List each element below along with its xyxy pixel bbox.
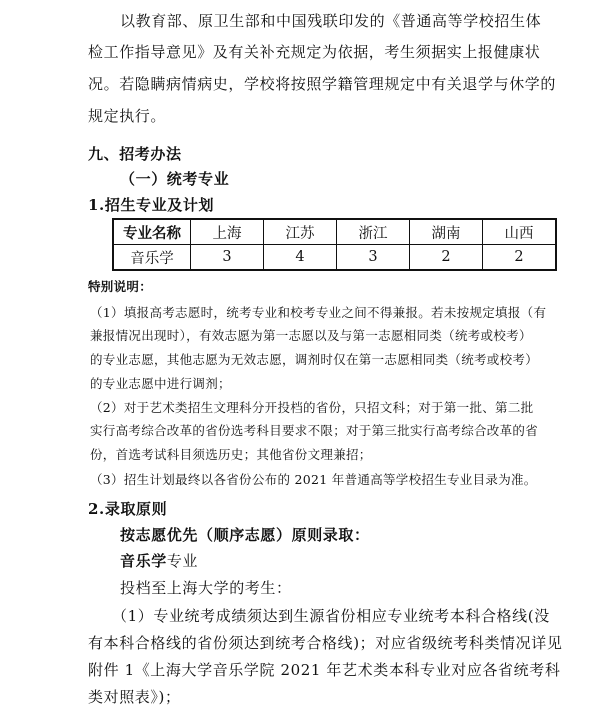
rule-line: （1）专业统考成绩须达到生源省份相应专业统考本科合格线(没 bbox=[112, 607, 550, 625]
subsection-one-title: （一）统考专业 bbox=[120, 170, 230, 188]
rule-line: 类对照表》)； bbox=[88, 688, 181, 706]
note-line: 的专业志愿，其他志愿为无效志愿，调剂时仅在第一志愿相同类（统考或校考） bbox=[90, 352, 539, 367]
intro-line-4: 规定执行。 bbox=[88, 107, 167, 125]
admission-principle: 按志愿优先（顺序志愿）原则录取： bbox=[120, 526, 370, 544]
table-header-cell: 上海 bbox=[191, 219, 264, 245]
note-line: 份，首选考试科目须选历史；其他省份文理兼招； bbox=[90, 447, 372, 462]
note-line: （3）招生计划最终以各省份公布的 2021 年普通高等学校招生专业目录为准。 bbox=[90, 472, 537, 487]
intro-line-3: 况。若隐瞒病情病史，学校将按照学籍管理规定中有关退学与休学的 bbox=[88, 75, 557, 93]
target-line: 投档至上海大学的考生： bbox=[120, 579, 292, 597]
table-cell: 3 bbox=[191, 245, 264, 271]
rule-line: 附件 1《上海大学音乐学院 2021 年艺术类本科专业对应各省统考科 bbox=[88, 661, 561, 679]
major-name: 音乐学 bbox=[120, 552, 167, 570]
major-line bbox=[120, 550, 198, 571]
intro-line-2: 检工作指导意见》及有关补充规定为依据，考生须据实上报健康状 bbox=[88, 43, 541, 61]
section-nine-title: 九、招考办法 bbox=[88, 145, 182, 163]
note-line: （1）填报高考志愿时，统考专业和校考专业之间不得兼报。若未按规定填报（有 bbox=[90, 305, 547, 320]
intro-line-1: 以教育部、原卫生部和中国残联印发的《普通高等学校招生体 bbox=[120, 12, 542, 30]
enrollment-plan-table bbox=[112, 218, 557, 271]
table-cell: 2 bbox=[410, 245, 483, 271]
table-cell: 3 bbox=[337, 245, 410, 271]
heading-plan: 1.招生专业及计划 bbox=[88, 196, 215, 214]
table-header-cell: 浙江 bbox=[337, 219, 410, 245]
table-header-cell: 专业名称 bbox=[113, 219, 191, 245]
table-cell: 2 bbox=[483, 245, 557, 271]
table-header-cell: 山西 bbox=[483, 219, 557, 245]
table-row bbox=[113, 245, 556, 271]
table-cell: 4 bbox=[264, 245, 337, 271]
note-line: 兼报情况出现时），有效志愿为第一志愿以及与第一志愿相同类（统考或校考） bbox=[90, 328, 532, 343]
heading-admission: 2.录取原则 bbox=[88, 500, 168, 518]
table-header-cell: 湖南 bbox=[410, 219, 483, 245]
note-line: 实行高考综合改革的省份选考科目要求不限；对于第三批实行高考综合改革的省 bbox=[90, 423, 539, 438]
notes-title: 特别说明： bbox=[88, 279, 153, 294]
rule-line: 有本科合格线的省份须达到统考合格线)；对应省级统考科类情况详见 bbox=[88, 634, 563, 652]
table-header-cell: 江苏 bbox=[264, 219, 337, 245]
major-suffix: 专业 bbox=[166, 552, 199, 570]
table-cell: 音乐学 bbox=[113, 245, 191, 271]
table-header-row bbox=[113, 219, 556, 245]
note-line: （2）对于艺术类招生文理科分开投档的省份，只招文科；对于第一批、第二批 bbox=[90, 400, 534, 415]
note-line: 的专业志愿中进行调剂； bbox=[90, 376, 231, 391]
